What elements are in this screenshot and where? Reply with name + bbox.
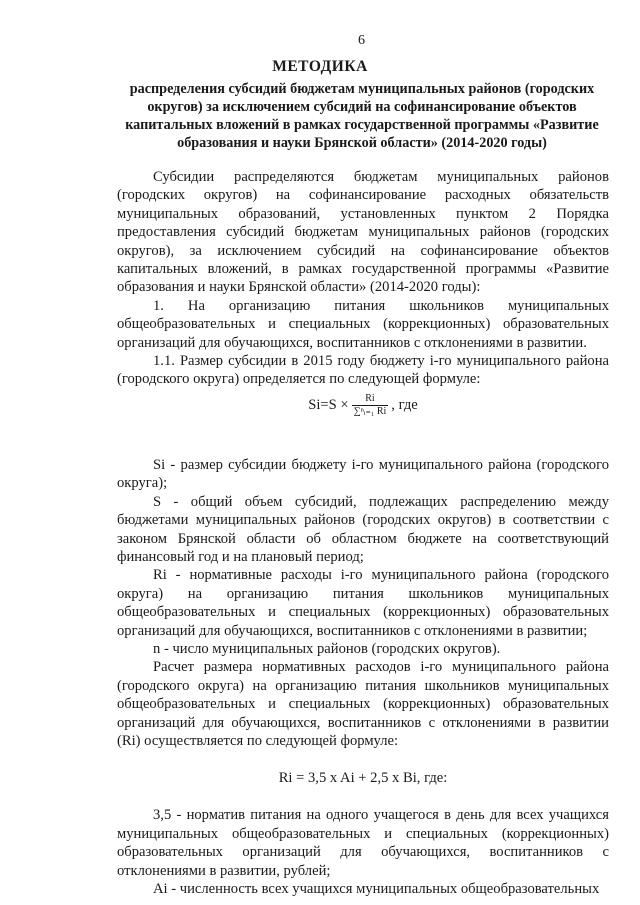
definition-si: Si - размер субсидии бюджету i-го муниципального района (городского округа); [117, 456, 609, 492]
document-body [117, 168, 609, 898]
spacer [117, 792, 609, 806]
paragraph-ri-calculation: Расчет размера нормативных расходов i-го муниципального района (городского округа) на организацию питания школьников муниципальных общеобразовательных и специальных (коррекционных) образовательных организаций для обучающихся, воспитанников с отклонениями в развитии (Ri) осуществляется по следующей формуле: [117, 659, 609, 749]
definition-norm-3-5: 3,5 - норматив питания на одного учащегося в день для всех учащихся муниципальных общеобразовательных и специальных (коррекционных) образовательных организаций для обучающихся, воспитанников с отклонениями в развитии, рублей; [117, 807, 609, 879]
paragraph-item-1-1: 1.1. Размер субсидии в 2015 году бюджету i-го муниципального района (городского округа) определяется по следующей формуле: [117, 353, 609, 388]
formula-lhs: Si=S × [308, 396, 349, 413]
document-title: МЕТОДИКА [272, 58, 368, 75]
formula-suffix: , где [391, 396, 418, 413]
paragraph-item-1: 1. На организацию питания школьников муниципальных общеобразовательных и специальных (коррекционных) образовательных организаций для обучающихся, воспитанников с отклонениями в развитии. [117, 297, 609, 351]
formula-subsidy [117, 393, 609, 418]
formula-ri: Ri = 3,5 x Ai + 2,5 x Bi, где: [278, 770, 448, 787]
definition-ri: Ri - нормативные расходы i-го муниципального района (городского округа) на организацию питания школьников муниципальных общеобразовательных и специальных (коррекционных) образовательных организаций для обучающихся, воспитанников с отклонениями в развитии; [117, 567, 609, 639]
formula-numerator: Ri [352, 393, 389, 406]
definition-s: S - общий объем субсидий, подлежащих распределению между бюджетами муниципальных районов (городских округов) в соответствии с законом Брянской области об областном бюджете на соответствующий финансовый год и на плановый период; [117, 493, 609, 565]
document-subtitle: распределения субсидий бюджетам муниципальных районов (городских округов) за исключением субсидий на софинансирование объектов капитальных вложений в рамках государственной программы «Развитие образования и науки Брянской области» (2014-2020 годы) [125, 81, 599, 151]
spacer [117, 422, 609, 456]
formula-fraction [352, 393, 389, 418]
paragraph-intro: Субсидии распределяются бюджетам муниципальных районов (городских округов) на софинансирование расходных обязательств муниципальных образований, установленных пунктом 2 Порядка предоставления субсидий бюджетам муниципальных районов (городских округов), за исключением субсидий на софинансирование объектов капитальных вложений, в рамках государственной программы «Развитие образования и науки Брянской области» (2014-2020 годы): [117, 169, 609, 296]
page-number: 6 [358, 33, 365, 48]
definition-ai: Ai - численность всех учащихся муниципальных общеобразовательных [153, 881, 600, 897]
definition-n: n - число муниципальных районов (городских округов). [153, 640, 501, 657]
spacer [117, 750, 609, 764]
formula-denominator: ∑ⁿᵢ₌₁ Ri [353, 405, 387, 417]
